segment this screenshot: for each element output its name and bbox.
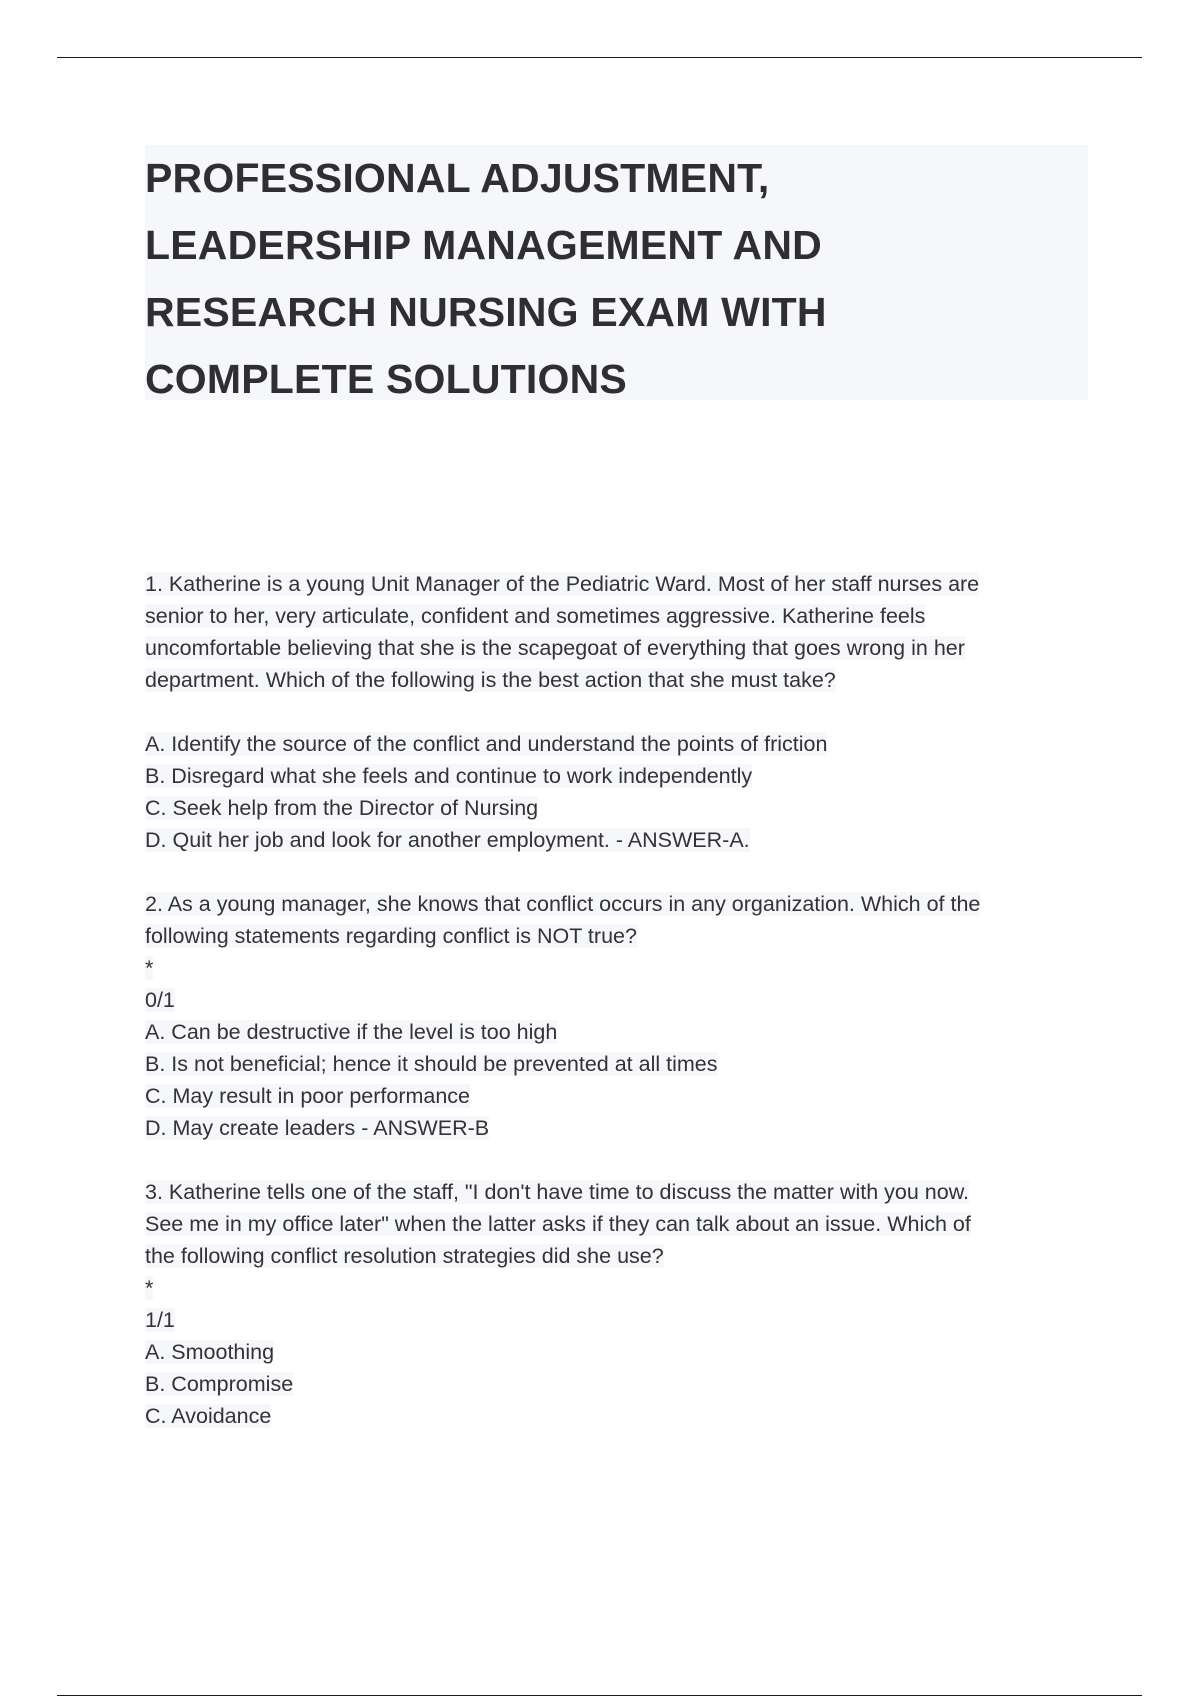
answer-option: A. Identify the source of the conflict and understand the points of friction — [145, 732, 828, 756]
question-stem-line: the following conflict resolution strategies did she use? — [145, 1244, 664, 1268]
question-1 — [145, 568, 1090, 856]
document-body — [145, 568, 1090, 1432]
question-stem-line: uncomfortable believing that she is the scapegoat of everything that goes wrong in her — [145, 636, 965, 660]
question-stem-line: 1. Katherine is a young Unit Manager of the Pediatric Ward. Most of her staff nurses are — [145, 572, 980, 596]
question-2 — [145, 888, 1090, 1144]
title-line: PROFESSIONAL ADJUSTMENT, — [145, 155, 770, 201]
question-stem-line: senior to her, very articulate, confident and sometimes aggressive. Katherine feels — [145, 604, 926, 628]
question-stem-line: See me in my office later" when the latter asks if they can talk about an issue. Which of — [145, 1212, 971, 1236]
required-mark: * — [145, 1276, 154, 1300]
answer-option: C. May result in poor performance — [145, 1084, 471, 1108]
answer-option: C. Avoidance — [145, 1404, 272, 1428]
question-stem-line: following statements regarding conflict is NOT true? — [145, 924, 637, 948]
answer-option: B. Disregard what she feels and continue to work independently — [145, 764, 753, 788]
answer-option: B. Compromise — [145, 1372, 294, 1396]
answer-option: A. Smoothing — [145, 1340, 275, 1364]
question-score: 0/1 — [145, 988, 175, 1012]
answer-option: B. Is not beneficial; hence it should be prevented at all times — [145, 1052, 718, 1076]
top-rule — [57, 57, 1142, 58]
title-line: COMPLETE SOLUTIONS — [145, 356, 627, 402]
answer-option: C. Seek help from the Director of Nursing — [145, 796, 539, 820]
bottom-rule — [57, 1695, 1142, 1696]
question-stem-line: department. Which of the following is the best action that she must take? — [145, 668, 836, 692]
question-stem-line: 3. Katherine tells one of the staff, "I don't have time to discuss the matter with you now. — [145, 1180, 970, 1204]
answer-option: D. Quit her job and look for another employment. - ANSWER-A. — [145, 828, 750, 852]
title-line: RESEARCH NURSING EXAM WITH — [145, 289, 827, 335]
question-stem-line: 2. As a young manager, she knows that conflict occurs in any organization. Which of the — [145, 892, 981, 916]
document-title — [145, 145, 1088, 400]
question-score: 1/1 — [145, 1308, 175, 1332]
answer-option: D. May create leaders - ANSWER-B — [145, 1116, 490, 1140]
title-line: LEADERSHIP MANAGEMENT AND — [145, 222, 822, 268]
question-3 — [145, 1176, 1090, 1432]
answer-option: A. Can be destructive if the level is too high — [145, 1020, 558, 1044]
required-mark: * — [145, 956, 154, 980]
